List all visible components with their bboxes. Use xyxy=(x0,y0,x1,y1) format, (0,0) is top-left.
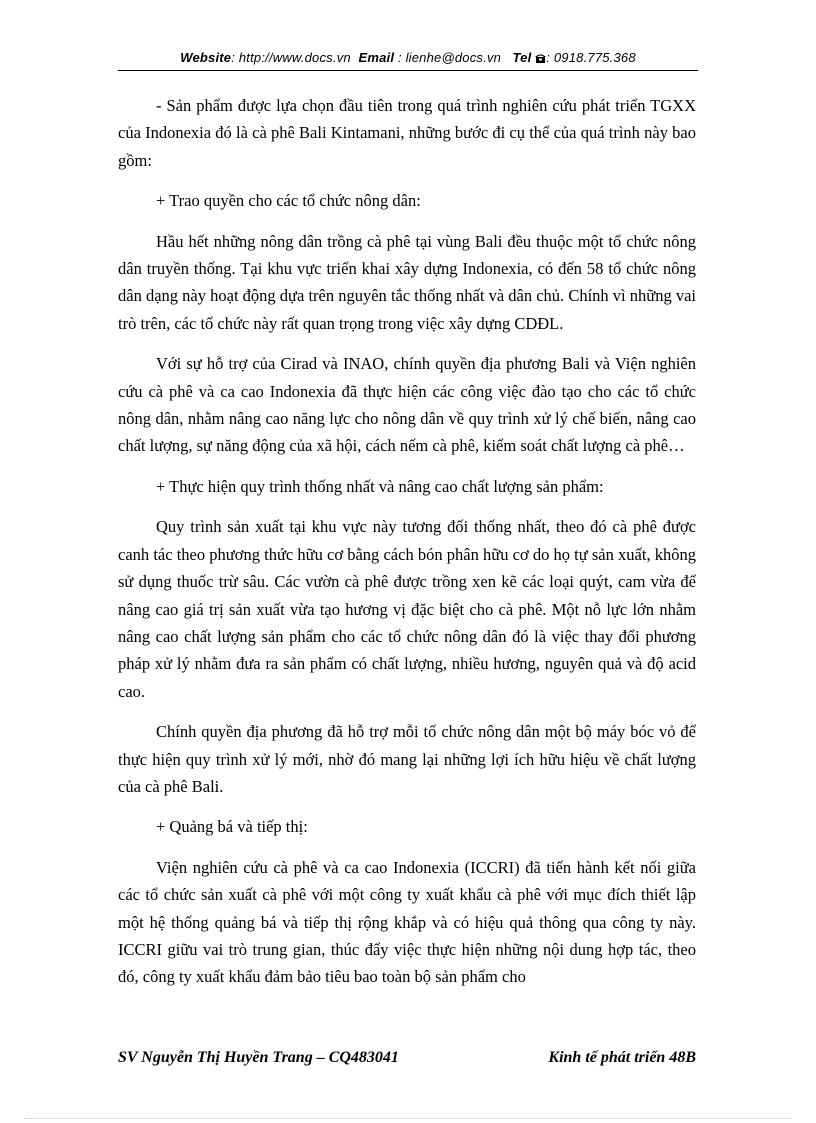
document-body xyxy=(118,92,696,1004)
paragraph: Quy trình sản xuất tại khu vực này tương đối thống nhất, theo đó cà phê được canh tác theo phương thức hữu cơ bằng cách bón phân hữu cơ do họ tự sản xuất, không sử dụng thuốc trừ sâu. Các vườn cà phê được trồng xen kẽ các loại quýt, cam vừa để nâng cao giá trị sản xuất vừa tạo hương vị đặc biệt cho cà phê. Một nỗ lực lớn nhằm nâng cao chất lượng sản phẩm cho các tổ chức nông dân đó là việc thay đổi phương pháp xử lý nhằm đưa ra sản phẩm có chất lượng, nhiều hương, nguyên quả và độ acid cao. xyxy=(118,517,696,701)
tel-label: Tel xyxy=(512,50,532,65)
paragraph: Viện nghiên cứu cà phê và ca cao Indonexia (ICCRI) đã tiến hành kết nối giữa các tổ chức sản xuất cà phê với một công ty xuất khẩu cà phê với mục đích thiết lập một hệ thống quảng bá và tiếp thị rộng khắp và có hiệu quả thông qua công ty này. ICCRI giữu vai trò trung gian, thúc đẩy việc thực hiện những nội dung hợp tác, theo đó, công ty xuất khẩu đảm bảo tiêu bao toàn bộ sản phẩm cho xyxy=(118,857,696,987)
section-heading: + Thực hiện quy trình thống nhất và nâng cao chất lượng sản phẩm: xyxy=(156,476,604,496)
paragraph: - Sản phẩm được lựa chọn đầu tiên trong quá trình nghiên cứu phát triển TGXX của Indonexia đó là cà phê Bali Kintamani, những bước đi cụ thể của quá trình này bao gồm: xyxy=(118,96,696,170)
footer-author: SV Nguyễn Thị Huyền Trang – CQ483041 xyxy=(118,1049,399,1066)
section-heading: + Trao quyền cho các tổ chức nông dân: xyxy=(156,191,421,211)
email-value: : lienhe@docs.vn xyxy=(394,50,502,65)
page-header xyxy=(118,50,698,65)
header-divider xyxy=(118,70,698,71)
website-label: Website xyxy=(180,50,232,65)
footer-course: Kinh tế phát triển 48B xyxy=(548,1049,696,1066)
email-label: Email xyxy=(358,50,395,65)
page-bottom-edge xyxy=(24,1118,792,1119)
telephone-icon xyxy=(535,50,546,65)
website-value: : http://www.docs.vn xyxy=(231,50,351,65)
paragraph: Với sự hỗ trợ của Cirad và INAO, chính quyền địa phương Bali và Viện nghiên cứu cà phê và ca cao Indonexia đã thực hiện các công việc đào tạo cho các tổ chức nông dân, nhằm nâng cao năng lực cho nông dân về quy trình xử lý chế biến, nâng cao chất lượng, sự năng động của xã hội, cách nếm cà phê, kiểm soát chất lượng cà phê… xyxy=(118,354,696,456)
tel-value: : 0918.775.368 xyxy=(546,50,636,65)
paragraph: Hầu hết những nông dân trồng cà phê tại vùng Bali đều thuộc một tổ chức nông dân truyền thống. Tại khu vực triển khai xây dựng Indonexia, có đến 58 tổ chức nông dân dạng này hoạt động dựa trên nguyên tắc thống nhất và dân chủ. Chính vì những vai trò trên, các tổ chức này rất quan trọng trong việc xây dựng CDĐL. xyxy=(118,231,696,333)
section-heading: + Quảng bá và tiếp thị: xyxy=(156,817,308,837)
paragraph: Chính quyền địa phương đã hỗ trợ mỗi tổ chức nông dân một bộ máy bóc vỏ để thực hiện quy trình xử lý mới, nhờ đó mang lại những lợi ích hữu hiệu về chất lượng của cà phê Bali. xyxy=(118,722,696,796)
